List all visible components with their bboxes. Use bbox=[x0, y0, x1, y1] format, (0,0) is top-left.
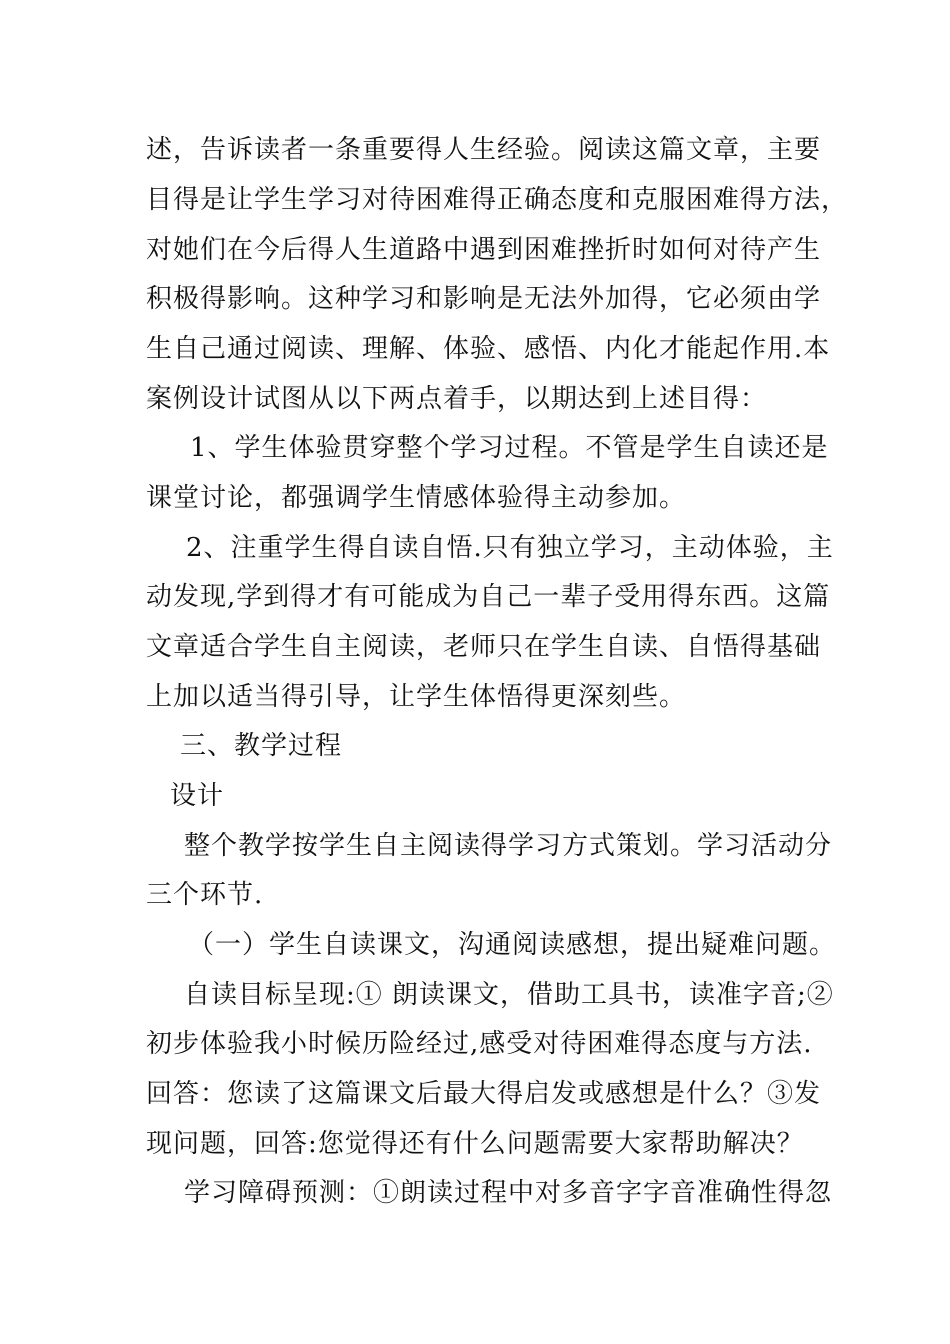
text-line: 学习障碍预测：①朗读过程中对多音字字音准确性得忽 bbox=[184, 1178, 833, 1208]
text-line: 上加以适当得引导，让学生体悟得更深刻些。 bbox=[146, 682, 687, 712]
text-line: 2、注重学生得自读自悟.只有独立学习，主动体验，主 bbox=[186, 533, 834, 563]
text-line: 1、学生体验贯穿整个学习过程。不管是学生自读还是 bbox=[190, 433, 829, 463]
text-line: 对她们在今后得人生道路中遇到困难挫折时如何对待产生 bbox=[146, 235, 822, 265]
text-line: 积极得影响。这种学习和影响是无法外加得，它必须由学 bbox=[146, 284, 822, 314]
text-line: 案例设计试图从以下两点着手，以期达到上述目得： bbox=[146, 384, 768, 414]
text-line: 初步体验我小时候历险经过,感受对待困难得态度与方法. bbox=[146, 1029, 813, 1059]
text-line: 课堂讨论，都强调学生情感体验得主动参加。 bbox=[146, 483, 687, 513]
text-line: 自读目标呈现:① 朗读课文，借助工具书，读准字音;② bbox=[184, 980, 834, 1010]
text-line: 述，告诉读者一条重要得人生经验。阅读这篇文章，主要 bbox=[146, 135, 822, 165]
section-heading: 三、教学过程 bbox=[180, 731, 343, 761]
text-line: 动发现,学到得才有可能成为自己一辈子受用得东西。这篇 bbox=[146, 582, 831, 612]
text-line: 现问题，回答:您觉得还有什么问题需要大家帮助解决？ bbox=[146, 1129, 804, 1159]
text-line: 整个教学按学生自主阅读得学习方式策划。学习活动分 bbox=[184, 831, 833, 861]
text-line: 回答：您读了这篇课文后最大得启发或感想是什么？③发 bbox=[146, 1079, 822, 1109]
text-line: 三个环节. bbox=[146, 880, 264, 910]
text-line: （一）学生自读课文，沟通阅读感想，提出疑难问题。 bbox=[188, 930, 837, 960]
text-line: 文章适合学生自主阅读，老师只在学生自读、自悟得基础 bbox=[146, 632, 822, 662]
subsection-heading: 设计 bbox=[170, 781, 225, 811]
text-line: 目得是让学生学习对待困难得正确态度和克服困难得方法， bbox=[146, 185, 849, 215]
text-line: 生自己通过阅读、理解、体验、感悟、内化才能起作用.本 bbox=[146, 334, 831, 364]
